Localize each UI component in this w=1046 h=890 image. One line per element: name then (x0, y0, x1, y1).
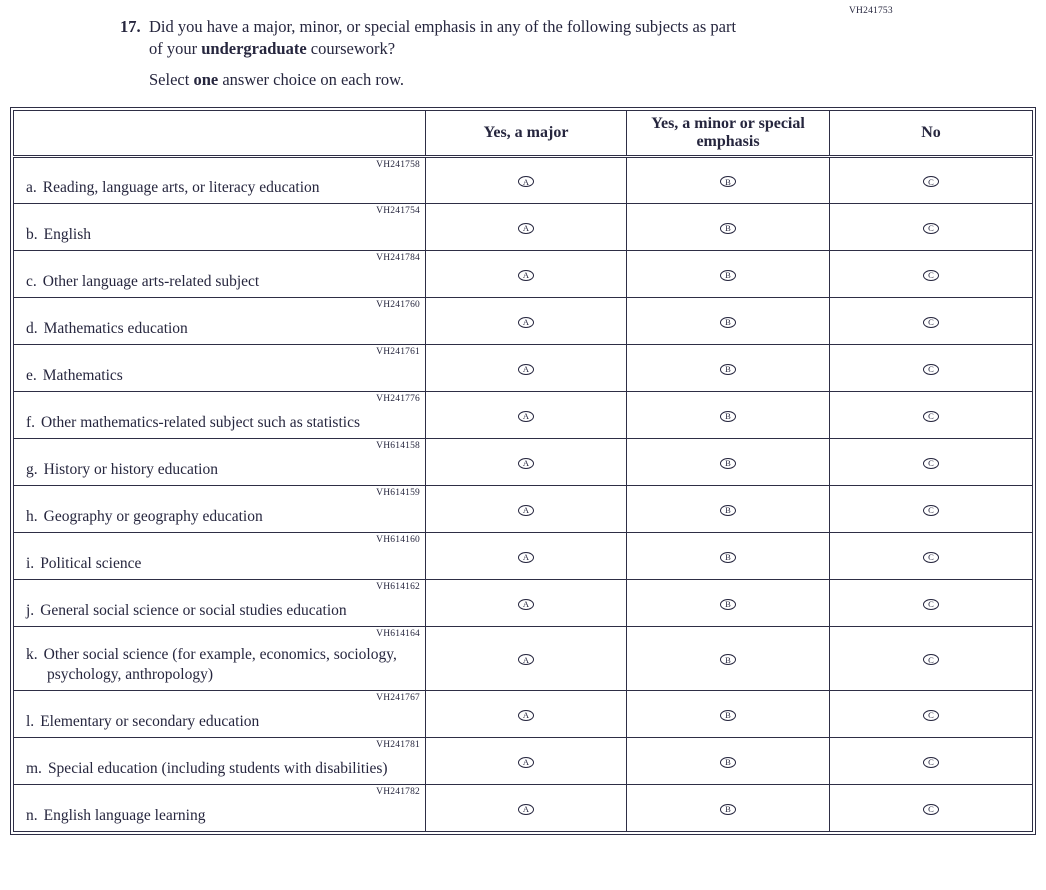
answer-bubble-minor[interactable]: B (720, 458, 736, 469)
row-label-text: Special education (including students with disabilities) (47, 760, 388, 778)
row-letter: d. (26, 320, 38, 338)
variable-code: VH241781 (376, 740, 420, 751)
answer-bubble-minor[interactable]: B (720, 710, 736, 721)
row-label-text: Reading, language arts, or literacy education (42, 179, 320, 197)
table-row (14, 738, 1033, 785)
instruction-pre: Select (149, 70, 194, 90)
subject-cell (14, 533, 426, 580)
row-label-text: Other mathematics-related subject such as statistics (41, 414, 360, 432)
row-label (26, 507, 420, 527)
row-letter: m. (26, 760, 42, 778)
answer-bubble-minor[interactable]: B (720, 757, 736, 768)
row-letter: n. (26, 807, 38, 825)
answer-bubble-major[interactable]: A (518, 317, 534, 328)
instruction-post: answer choice on each row. (218, 70, 405, 90)
row-label-text: Mathematics education (43, 320, 188, 338)
row-label-text: Other language arts-related subject (42, 273, 260, 291)
row-label-text: English language learning (43, 807, 206, 825)
row-label-text: Mathematics (42, 367, 123, 385)
option-cell-minor (627, 157, 830, 204)
row-label (26, 645, 420, 685)
option-cell-no (830, 627, 1033, 691)
option-cell-major (426, 580, 627, 627)
column-header-subject (14, 111, 426, 157)
answer-bubble-no[interactable]: C (923, 552, 939, 563)
row-letter: a. (26, 179, 37, 197)
row-letter: c. (26, 273, 37, 291)
variable-code: VH241758 (376, 160, 420, 170)
answer-table (10, 107, 1036, 835)
option-cell-minor (627, 691, 830, 738)
variable-code: VH241767 (376, 693, 420, 704)
row-label (26, 272, 420, 292)
subject-cell (14, 738, 426, 785)
header-row (14, 111, 1033, 157)
row-label (26, 460, 420, 480)
variable-code: VH614159 (376, 488, 420, 498)
option-cell-major (426, 486, 627, 533)
variable-code: VH241776 (376, 394, 420, 404)
option-cell-minor (627, 392, 830, 439)
row-label-text: Geography or geography education (43, 508, 263, 526)
option-cell-minor (627, 785, 830, 832)
row-label-text: General social science or social studies education (40, 602, 347, 620)
option-cell-major (426, 204, 627, 251)
answer-bubble-major[interactable]: A (518, 176, 534, 187)
table-row (14, 580, 1033, 627)
option-cell-no (830, 533, 1033, 580)
option-cell-major (426, 251, 627, 298)
subject-cell (14, 345, 426, 392)
answer-bubble-no[interactable]: C (923, 270, 939, 281)
subject-cell (14, 439, 426, 486)
answer-bubble-minor[interactable]: B (720, 270, 736, 281)
variable-code: VH614160 (376, 535, 420, 545)
answer-bubble-minor[interactable]: B (720, 411, 736, 422)
option-cell-minor (627, 738, 830, 785)
answer-bubble-major[interactable]: A (518, 757, 534, 768)
answer-bubble-minor[interactable]: B (720, 599, 736, 610)
answer-bubble-major[interactable]: A (518, 552, 534, 563)
table-row (14, 439, 1033, 486)
answer-bubble-no[interactable]: C (923, 654, 939, 665)
answer-bubble-no[interactable]: C (923, 599, 939, 610)
row-label (26, 712, 420, 732)
answer-bubble-major[interactable]: A (518, 270, 534, 281)
row-label-text: Other social science (for example, economics, sociology, psychology, anthropology) (43, 646, 397, 684)
row-label-text: Elementary or secondary education (40, 713, 260, 731)
question-line1: Did you have a major, minor, or special emphasis in any of the following subjects as part (149, 17, 737, 36)
question-line2-post: coursework? (306, 39, 396, 59)
row-label (26, 413, 420, 433)
answer-bubble-no[interactable]: C (923, 710, 939, 721)
column-header-yes-major: Yes, a major (426, 111, 627, 157)
form-code: VH241753 (849, 6, 893, 16)
option-cell-no (830, 157, 1033, 204)
option-cell-major (426, 298, 627, 345)
table-row (14, 785, 1033, 832)
row-label (26, 806, 420, 826)
row-label-text: English (43, 226, 91, 244)
answer-bubble-no[interactable]: C (923, 176, 939, 187)
option-cell-minor (627, 251, 830, 298)
answer-bubble-minor[interactable]: B (720, 317, 736, 328)
row-label (26, 319, 420, 339)
variable-code: VH614162 (376, 582, 420, 592)
subject-cell (14, 251, 426, 298)
answer-bubble-major[interactable]: A (518, 411, 534, 422)
answer-bubble-major[interactable]: A (518, 364, 534, 375)
answer-bubble-no[interactable]: C (923, 364, 939, 375)
answer-bubble-no[interactable]: C (923, 757, 939, 768)
option-cell-minor (627, 627, 830, 691)
answer-bubble-major[interactable]: A (518, 804, 534, 815)
question-instruction (149, 69, 860, 91)
option-cell-minor (627, 439, 830, 486)
question-text (149, 16, 860, 60)
answer-bubble-no[interactable]: C (923, 411, 939, 422)
subject-cell (14, 298, 426, 345)
table-row (14, 204, 1033, 251)
option-cell-major (426, 691, 627, 738)
option-cell-no (830, 392, 1033, 439)
answer-bubble-major[interactable]: A (518, 458, 534, 469)
table-row (14, 251, 1033, 298)
row-label (26, 178, 420, 198)
column-header-no: No (830, 111, 1033, 157)
question-line2-pre: of your (149, 39, 202, 59)
row-letter: k. (26, 646, 38, 664)
option-cell-major (426, 533, 627, 580)
subject-cell (14, 785, 426, 832)
row-letter: g. (26, 461, 38, 479)
column-header-yes-minor: Yes, a minor or special emphasis (627, 111, 830, 157)
answer-bubble-major[interactable]: A (518, 223, 534, 234)
answer-bubble-major[interactable]: A (518, 599, 534, 610)
answer-bubble-major[interactable]: A (518, 710, 534, 721)
variable-code: VH241761 (376, 347, 420, 357)
option-cell-no (830, 486, 1033, 533)
answer-bubble-no[interactable]: C (923, 223, 939, 234)
subject-cell (14, 486, 426, 533)
row-letter: f. (26, 414, 36, 432)
row-letter: j. (26, 602, 35, 620)
option-cell-no (830, 785, 1033, 832)
option-cell-major (426, 785, 627, 832)
answer-bubble-no[interactable]: C (923, 458, 939, 469)
option-cell-no (830, 251, 1033, 298)
subject-cell (14, 204, 426, 251)
table-row (14, 345, 1033, 392)
option-cell-major (426, 627, 627, 691)
table-row (14, 533, 1033, 580)
answer-bubble-minor[interactable]: B (720, 552, 736, 563)
answer-bubble-no[interactable]: C (923, 804, 939, 815)
row-letter: h. (26, 508, 38, 526)
row-label-text: History or history education (43, 461, 218, 479)
option-cell-minor (627, 298, 830, 345)
option-cell-minor (627, 533, 830, 580)
question-line2-bold: undergraduate (201, 39, 307, 59)
option-cell-no (830, 298, 1033, 345)
row-label-text: Political science (40, 555, 142, 573)
option-cell-minor (627, 486, 830, 533)
row-label (26, 366, 420, 386)
row-letter: i. (26, 555, 35, 573)
instruction-bold: one (193, 70, 219, 90)
option-cell-minor (627, 204, 830, 251)
option-cell-no (830, 204, 1033, 251)
option-cell-major (426, 345, 627, 392)
variable-code: VH241782 (376, 787, 420, 798)
table-row (14, 157, 1033, 204)
option-cell-major (426, 392, 627, 439)
option-cell-major (426, 439, 627, 486)
answer-bubble-major[interactable]: A (518, 654, 534, 665)
question-number: 17. (120, 17, 141, 36)
option-cell-minor (627, 580, 830, 627)
subject-cell (14, 392, 426, 439)
variable-code: VH614158 (376, 441, 420, 451)
answer-bubble-no[interactable]: C (923, 505, 939, 516)
table-row (14, 298, 1033, 345)
row-letter: b. (26, 226, 38, 244)
answer-bubble-minor[interactable]: B (720, 804, 736, 815)
variable-code: VH241760 (376, 300, 420, 310)
table-row (14, 627, 1033, 691)
option-cell-no (830, 580, 1033, 627)
option-cell-major (426, 738, 627, 785)
row-label (26, 225, 420, 245)
answer-bubble-minor[interactable]: B (720, 654, 736, 665)
row-letter: e. (26, 367, 37, 385)
subject-cell (14, 157, 426, 204)
option-cell-minor (627, 345, 830, 392)
option-cell-no (830, 345, 1033, 392)
option-cell-major (426, 157, 627, 204)
variable-code: VH614164 (376, 629, 420, 639)
subject-cell (14, 627, 426, 691)
table-row (14, 486, 1033, 533)
answer-bubble-no[interactable]: C (923, 317, 939, 328)
subject-cell (14, 580, 426, 627)
table-row (14, 691, 1033, 738)
row-label (26, 554, 420, 574)
answer-bubble-minor[interactable]: B (720, 223, 736, 234)
option-cell-no (830, 738, 1033, 785)
table-row (14, 392, 1033, 439)
answer-bubble-minor[interactable]: B (720, 176, 736, 187)
option-cell-no (830, 691, 1033, 738)
answer-bubble-major[interactable]: A (518, 505, 534, 516)
answer-bubble-minor[interactable]: B (720, 505, 736, 516)
variable-code: VH241754 (376, 206, 420, 216)
row-label (26, 759, 420, 779)
row-label (26, 601, 420, 621)
subject-cell (14, 691, 426, 738)
question-block (120, 16, 860, 91)
row-letter: l. (26, 713, 35, 731)
variable-code: VH241784 (376, 253, 420, 263)
answer-bubble-minor[interactable]: B (720, 364, 736, 375)
option-cell-no (830, 439, 1033, 486)
